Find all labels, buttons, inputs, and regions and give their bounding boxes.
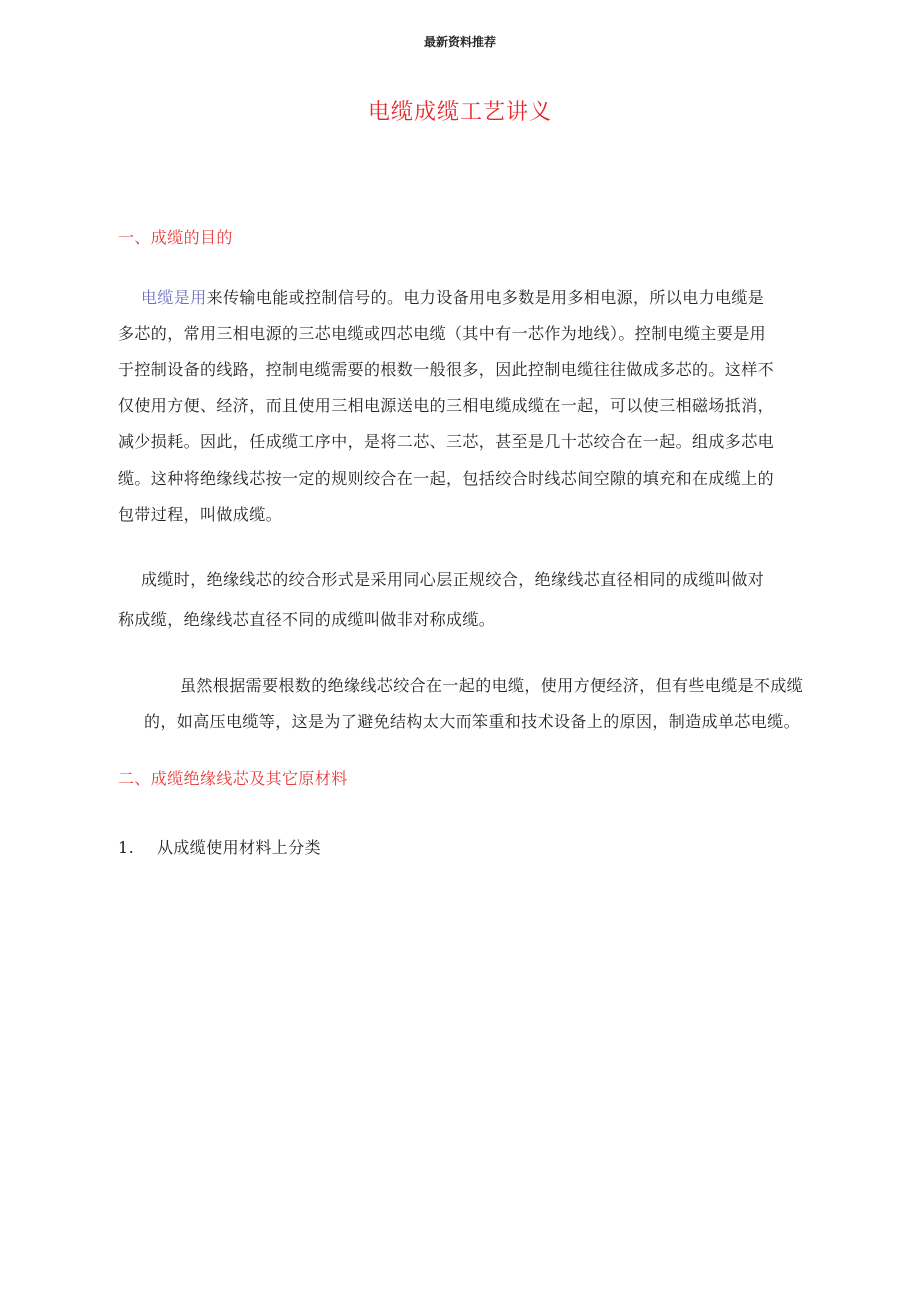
page-header: 最新资料推荐 bbox=[423, 35, 496, 49]
list-item-number: 1. bbox=[118, 838, 135, 857]
paragraph-2-line: 成缆时，绝缘线芯的绞合形式是采用同心层正规绞合，绝缘线芯直径相同的成缆叫做对 bbox=[141, 570, 765, 589]
section-heading-1: 一、成缆的目的 bbox=[118, 228, 233, 247]
paragraph-1-line: 减少损耗。因此，任成缆工序中，是将二芯、三芯，甚至是几十芯绞合在一起。组成多芯电 bbox=[118, 432, 775, 451]
paragraph-1-line-1 bbox=[141, 288, 764, 308]
paragraph-3-line: 虽然根据需要根数的绝缘线芯绞合在一起的电缆，使用方便经济，但有些电缆是不成缆 bbox=[180, 676, 804, 695]
paragraph-1-text: 来传输电能或控制信号的。电力设备用电多数是用多相电源，所以电力电缆是 bbox=[206, 288, 765, 307]
list-item-text: 从成缆使用材料上分类 bbox=[157, 838, 322, 857]
paragraph-2-line: 称成缆，绝缘线芯直径不同的成缆叫做非对称成缆。 bbox=[118, 610, 496, 629]
document-title: 电缆成缆工艺讲义 bbox=[367, 100, 552, 125]
paragraph-1-lead: 电缆是用 bbox=[141, 288, 207, 307]
paragraph-1-line: 包带过程，叫做成缆。 bbox=[118, 505, 283, 524]
paragraph-1-line: 仅使用方便、经济，而且使用三相电源送电的三相电缆成缆在一起，可以使三相磁场抵消， bbox=[118, 396, 775, 415]
paragraph-3-line: 的，如高压电缆等，这是为了避免结构太大而笨重和技术设备上的原因，制造成单芯电缆。 bbox=[144, 712, 801, 731]
section-heading-2: 二、成缆绝缘线芯及其它原材料 bbox=[118, 769, 348, 788]
paragraph-1-line: 缆。这种将绝缘线芯按一定的规则绞合在一起，包括绞合时线芯间空隙的填充和在成缆上的 bbox=[118, 469, 775, 488]
paragraph-1-line: 于控制设备的线路，控制电缆需要的根数一般很多，因此控制电缆往往做成多芯的。这样不 bbox=[118, 360, 775, 379]
paragraph-1-line: 多芯的，常用三相电源的三芯电缆或四芯电缆（其中有一芯作为地线）。控制电缆主要是用 bbox=[118, 324, 767, 343]
